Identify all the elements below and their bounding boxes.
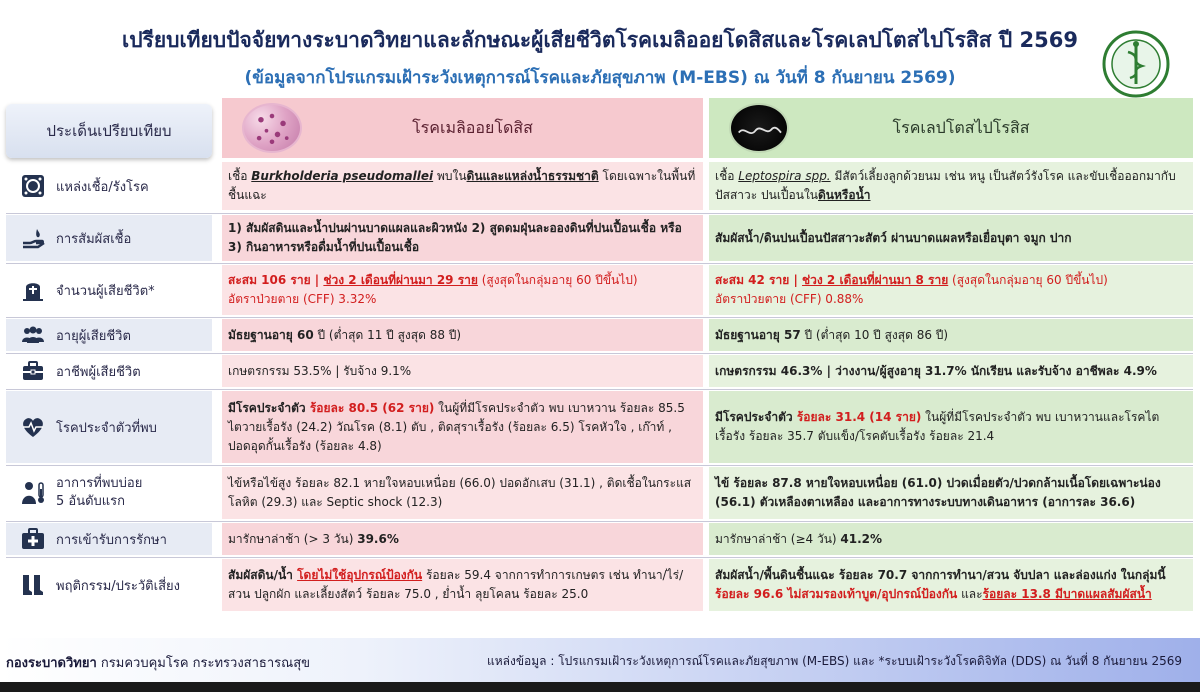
leptospirosis-cell [709, 355, 1193, 387]
emphasis-text: ดินหรือน้ำ [818, 188, 871, 202]
thermometer-person-icon [20, 480, 46, 506]
text: เชื้อ [228, 169, 252, 183]
comorbidity-detail: ในผู้ที่มีโรคประจำตัว พบ เบาหวาน ร้อยละ 85.5 ไตวายเรื้อรัง (24.2) วัณโรค (8.1) ตับ , ติดสุราเรื้อรัง (ร้อยละ 6.5) โรคหัวใจ , เก๊าท์ , ปอดอุดกั้นเรื้อรัง (ร้อยละ 4.8) [228, 400, 685, 453]
case-fatality-rate: อัตราป่วยตาย (CFF) 3.32% [228, 292, 377, 306]
behavior-conjunction: และ [957, 587, 983, 601]
text: พบใน [433, 169, 467, 183]
occupation-other: รับจ้าง 9.1% [343, 363, 412, 378]
row-label-cell [6, 215, 212, 261]
age-note: (สูงสุดในกลุ่มอายุ 60 ปีขึ้นไป) [477, 273, 638, 287]
row-divider [6, 557, 1193, 558]
cumulative-deaths: สะสม 106 ราย | [228, 273, 324, 287]
header-melioidosis [222, 98, 703, 158]
symptoms-text: ไข้หรือไข้สูง ร้อยละ 82.1 หายใจหอบเหนื่อย (66.0) ปอดอักเสบ (31.1) , ติดเชื้อในกระแสโลหิต (29.3) และ Septic shock (12.3) [228, 476, 692, 509]
leptospirosis-cell [709, 559, 1193, 611]
row-label: อาการที่พบบ่อย [56, 476, 143, 491]
exposure-text: 1) สัมผัสดินและน้ำปนผ่านบาดแผลและผิวหนัง 2) สูดดมฝุ่นละอองดินที่ปนเปื้อนเชื้อ หรือ 3) กินอาหารหรือดื่มน้ำที่ปนเปื้อนเชื้อ [228, 221, 682, 254]
organism-name: Leptospira spp. [738, 169, 831, 183]
row-label: พฤติกรรม/ประวัติเสี่ยง [56, 578, 180, 594]
cumulative-deaths: สะสม 42 ราย | [715, 273, 803, 287]
behavior-detail: ร้อยละ 59.4 จากการทำการเกษตร เช่น ทำนา/ไร่/สวน ปลูกผัก และเลี้ยงสัตว์ ร้อยละ 75.0 , ย่ำน้ำ ลุยโคลน ร้อยละ 25.0 [228, 568, 684, 601]
heartbeat-icon [20, 414, 46, 440]
row-label-cell [6, 265, 212, 315]
row-label-cell [6, 559, 212, 611]
median-age: มัธยฐานอายุ 57 [715, 327, 801, 342]
age-range: ปี (ต่ำสุด 10 ปี สูงสุด 86 ปี) [800, 327, 949, 342]
row-comorbidity [0, 391, 1200, 463]
comparison-table [0, 96, 1200, 616]
header-leptospirosis-title: โรคเลปโตสไปโรสิส [892, 117, 1030, 137]
row-label-cell [6, 391, 212, 463]
text: เชื้อ [715, 169, 739, 183]
row-label-group [56, 475, 142, 511]
header-topic: ประเด็นเปรียบเทียบ [6, 104, 212, 158]
header-leptospirosis [709, 98, 1193, 158]
footer-org [6, 652, 310, 673]
leptospirosis-cell [709, 523, 1193, 555]
comorbidity-detail: ในผู้ที่มีโรคประจำตัว พบ เบาหวานและโรคไตเรื้อรัง ร้อยละ 35.7 ตับแข็ง/โรคตับเรื้อรัง ร้อยละ 21.4 [715, 410, 1160, 443]
behavior-emphasis: ร้อยละ 96.6 ไม่สวมรองเท้าบูต/อุปกรณ์ป้องกัน [715, 587, 958, 601]
footer-org-bold: กองระบาดวิทยา [6, 656, 97, 671]
bottom-bar [0, 682, 1200, 692]
spirochete-image [729, 103, 789, 153]
people-icon [20, 322, 46, 348]
behavior-lead: สัมผัสดิน/น้ำ [228, 568, 298, 582]
melioidosis-cell [222, 265, 703, 315]
row-divider [6, 521, 1193, 522]
header-melioidosis-title: โรคเมลิออยโดสิส [412, 117, 533, 137]
melioidosis-cell [222, 319, 703, 351]
row-label: แหล่งเชื้อ/รังโรค [56, 179, 149, 195]
row-exposure [0, 215, 1200, 261]
comorbidity-rate: ร้อยละ 80.5 (62 ราย) [309, 400, 435, 415]
melioidosis-cell [222, 162, 703, 210]
bacteria-culture-image [242, 103, 302, 153]
grave-icon [20, 277, 46, 303]
row-divider [6, 465, 1193, 466]
behavior-lead: สัมผัสน้ำ/พื้นดินชื้นแฉะ ร้อยละ 70.7 จากการทำนา/สวน จับปลา และล่องแก่ง ในกลุ่มนี้ [715, 568, 1166, 582]
row-label: การสัมผัสเชื้อ [56, 231, 132, 247]
behavior-wound: ร้อยละ 13.8 มีบาดแผลสัมผัสน้ำ [982, 587, 1152, 601]
recent-deaths: ช่วง 2 เดือนที่ผ่านมา 8 ราย [802, 273, 949, 287]
row-label-cell [6, 523, 212, 555]
delayed-treatment-value: 39.6% [357, 531, 399, 546]
recent-deaths: ช่วง 2 เดือนที่ผ่านมา 29 ราย [323, 273, 478, 287]
text: โดยเฉพาะในพื้นที่ชื้นแฉะ [228, 169, 696, 202]
row-label-sub: 5 อันดับแรก [56, 494, 126, 509]
row-label: จำนวนผู้เสียชีวิต* [56, 283, 155, 299]
row-label: อายุผู้เสียชีวิต [56, 328, 131, 344]
comorbidity-rate: ร้อยละ 31.4 (14 ราย) [796, 410, 922, 424]
row-age [0, 319, 1200, 351]
row-divider [6, 213, 1193, 214]
melioidosis-cell [222, 215, 703, 261]
row-behavior [0, 559, 1200, 611]
medical-kit-icon [20, 526, 46, 552]
symptoms-text: ไข้ ร้อยละ 87.8 หายใจหอบเหนื่อย (61.0) ปวดเมื่อยตัว/ปวดกล้ามเนื้อโดยเฉพาะน่อง (56.1) ตัวเหลืองตาเหลือง และอาการทางระบบทางเดินอาหาร (อาการละ 36.6) [715, 476, 1161, 509]
comorbidity-lead: มีโรคประจำตัว [228, 400, 310, 415]
row-deaths [0, 265, 1200, 315]
briefcase-icon [20, 358, 46, 384]
row-label: โรคประจำตัวที่พบ [56, 420, 157, 436]
leptospirosis-cell [709, 162, 1193, 210]
row-label-cell [6, 162, 212, 210]
row-label: อาชีพผู้เสียชีวิต [56, 364, 141, 380]
page-subtitle: (ข้อมูลจากโปรแกรมเฝ้าระวังเหตุการณ์โรคและภัยสุขภาพ (M-EBS) ณ วันที่ 8 กันยายน 2569) [244, 68, 956, 88]
leptospirosis-cell [709, 215, 1193, 261]
soil-source-icon [20, 173, 46, 199]
emphasis-text: ดินและแหล่งน้ำธรรมชาติ [466, 169, 599, 183]
footer-org-rest: กรมควบคุมโรค กระทรวงสาธารณสุข [96, 656, 311, 671]
exposure-text: สัมผัสน้ำ/ดินปนเปื้อนปัสสาวะสัตว์ ผ่านบาดแผลหรือเยื่อบุตา จมูก ปาก [715, 230, 1072, 245]
melioidosis-cell [222, 467, 703, 519]
behavior-emphasis: โดยไม่ใช้อุปกรณ์ป้องกัน [297, 568, 423, 582]
delayed-treatment-value: 41.2% [840, 531, 883, 546]
row-divider [6, 389, 1193, 390]
delayed-treatment-label: มารักษาล่าช้า (≥4 วัน) [715, 531, 841, 546]
boots-icon [20, 572, 46, 598]
row-divider [6, 263, 1193, 264]
melioidosis-cell [222, 391, 703, 463]
footer-source: แหล่งข้อมูล : โปรแกรมเฝ้าระวังเหตุการณ์โรคและภัยสุขภาพ (M-EBS) และ *ระบบเฝ้าระวังโรคดิจิทัล (DDS) ณ วันที่ 8 กันยายน 2569 [486, 654, 1182, 668]
melioidosis-cell [222, 523, 703, 555]
row-occupation [0, 355, 1200, 387]
leptospirosis-cell [709, 467, 1193, 519]
age-note: (สูงสุดในกลุ่มอายุ 60 ปีขึ้นไป) [948, 273, 1108, 287]
row-symptoms [0, 467, 1200, 519]
footer [0, 638, 1200, 682]
delayed-treatment-label: มารักษาล่าช้า (> 3 วัน) [228, 531, 358, 546]
row-label-cell [6, 467, 212, 519]
leptospirosis-cell [709, 265, 1193, 315]
page-title: เปรียบเทียบปัจจัยทางระบาดวิทยาและลักษณะผู้เสียชีวิตโรคเมลิออยโดสิสและโรคเลปโตสไปโรสิส ปี 2569 [122, 28, 1078, 52]
leptospirosis-cell [709, 391, 1193, 463]
case-fatality-rate: อัตราป่วยตาย (CFF) 0.88% [715, 292, 864, 306]
row-label-cell [6, 319, 212, 351]
ministry-seal-icon [1094, 28, 1178, 102]
melioidosis-cell [222, 355, 703, 387]
row-treatment [0, 523, 1200, 555]
hand-water-icon [20, 225, 46, 251]
row-divider [6, 317, 1193, 318]
organism-name: Burkholderia pseudomallei [251, 169, 434, 183]
median-age: มัธยฐานอายุ 60 [228, 327, 314, 342]
row-source [0, 162, 1200, 210]
row-divider [6, 353, 1193, 354]
occupation-other: ว่างงาน/ผู้สูงอายุ 31.7% นักเรียน และรับจ้าง อาชีพละ 4.9% [835, 363, 1157, 378]
row-label-cell [6, 355, 212, 387]
row-label: การเข้ารับการรักษา [56, 532, 167, 548]
melioidosis-cell [222, 559, 703, 611]
age-range: ปี (ต่ำสุด 11 ปี สูงสุด 88 ปี) [313, 327, 462, 342]
occupation-agriculture: เกษตรกรรม 46.3% | [715, 363, 836, 378]
leptospirosis-cell [709, 319, 1193, 351]
occupation-agriculture: เกษตรกรรม 53.5% | [228, 363, 344, 378]
text: มีสัตว์เลี้ยงลูกด้วยนม เช่น หนู เป็นสัตว์รังโรค และขับเชื้อออกมากับปัสสาวะ ปนเปื้อนใน [715, 169, 1176, 202]
comorbidity-lead: มีโรคประจำตัว [715, 410, 797, 424]
